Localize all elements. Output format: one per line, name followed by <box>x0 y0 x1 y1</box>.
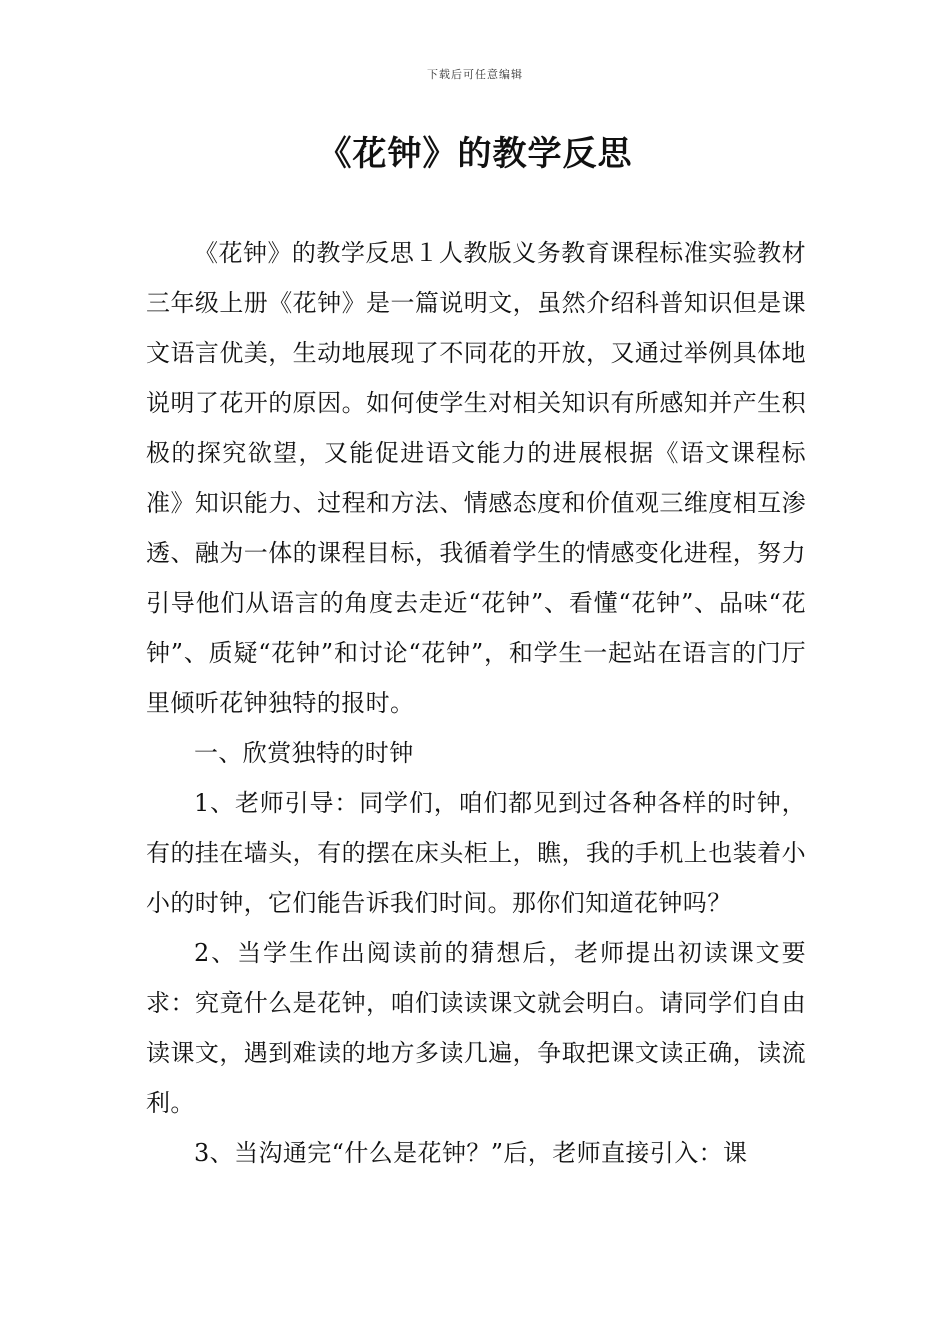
body-paragraph-step-1: 1、老师引导：同学们，咱们都见到过各种各样的时钟，有的挂在墙头，有的摆在床头柜上，瞧，我的手机上也装着小小的时钟，它们能告诉我们时间。那你们知道花钟吗？ <box>146 789 806 917</box>
body-paragraph-intro: 《花钟》的教学反思１人教版义务教育课程标准实验教材三年级上册《花钟》是一篇说明文，虽然介绍科普知识但是课文语言优美，生动地展现了不同花的开放，又通过举例具体地说明了花开的原因。如何使学生对相关知识有所感知并产生积极的探究欲望，又能促进语文能力的进展根据《语文课程标准》知识能力、过程和方法、情感态度和价值观三维度相互渗透、融为一体的课程目标，我循着学生的情感变化进程，努力引导他们从语言的角度去走近“花钟”、看懂“花钟”、品味“花钟”、质疑“花钟”和讨论“花钟”，和学生一起站在语言的门厅里倾听花钟独特的报时。 <box>146 239 806 717</box>
section-heading-1: 一、欣赏独特的时钟 <box>194 739 414 767</box>
body-paragraph-step-3: 3、当沟通完“什么是花钟？”后，老师直接引入：课 <box>194 1139 748 1167</box>
document-title: 《花钟》的教学反思 <box>317 134 633 174</box>
body-paragraph-step-2: 2、当学生作出阅读前的猜想后，老师提出初读课文要求：究竟什么是花钟，咱们读读课文就会明白。请同学们自由读课文，遇到难读的地方多读几遍，争取把课文读正确，读流利。 <box>146 939 806 1117</box>
document-body <box>146 228 806 1178</box>
header-note: 下载后可任意编辑 <box>427 68 523 81</box>
